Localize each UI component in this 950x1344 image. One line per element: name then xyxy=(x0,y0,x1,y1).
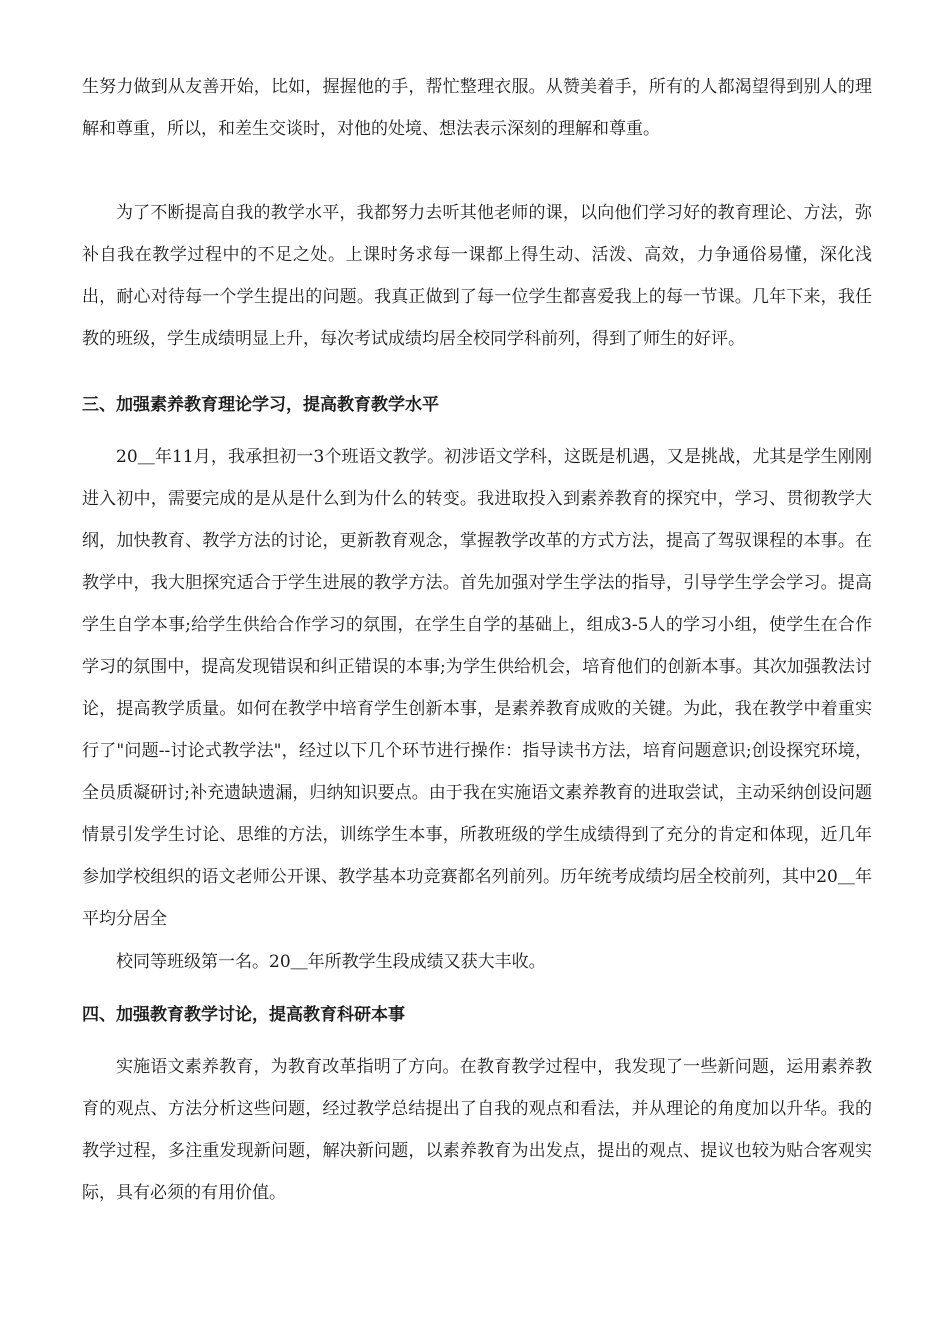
paragraph-results: 校同等班级第一名。20＿年所教学生段成绩又获大丰收。 xyxy=(116,952,546,972)
section-heading-4: 四、加强教育教学讨论，提高教育科研本事 xyxy=(82,1005,405,1025)
paragraph-teaching-level: 为了不断提高自我的教学水平，我都努力去听其他老师的课，以向他们学习好的教育理论、方法，弥补自我在教学过程中的不足之处。上课时务求每一课都上得生动、活泼、高效，力争通俗易懂，深化浅出，耐心对待每一个学生提出的问题。我真正做到了每一位学生都喜爱我上的每一节课。几年下来，我任教的班级，学生成绩明显上升，每次考试成绩均居全校同学科前列，得到了师生的好评。 xyxy=(82,203,872,349)
section-heading-3: 三、加强素养教育理论学习，提高教育教学水平 xyxy=(82,395,439,415)
paragraph-research: 实施语文素养教育，为教育改革指明了方向。在教育教学过程中，我发现了一些新问题，运用素养教育的观点、方法分析这些问题，经过教学总结提出了自我的观点和看法，并从理论的角度加以升华。我的教学过程，多注重发现新问题，解决新问题，以素养教育为出发点，提出的观点、提议也较为贴合客观实际，具有必须的有用价值。 xyxy=(82,1057,872,1203)
paragraph-continuation: 生努力做到从友善开始，比如，握握他的手，帮忙整理衣服。从赞美着手，所有的人都渴望得到别人的理解和尊重，所以，和差生交谈时，对他的处境、想法表示深刻的理解和尊重。 xyxy=(82,77,872,139)
paragraph-quality-education: 20＿年11月，我承担初一3个班语文教学。初涉语文学科，这既是机遇，又是挑战，尤其是学生刚刚进入初中，需要完成的是从是什么到为什么的转变。我进取投入到素养教育的探究中，学习、贯彻教学大纲，加快教育、教学方法的讨论，更新教育观念，掌握教学改革的方式方法，提高了驾驭课程的本事。在教学中，我大胆探究适合于学生进展的教学方法。首先加强对学生学法的指导，引导学生学会学习。提高学生自学本事;给学生供给合作学习的氛围，在学生自学的基础上，组成3-5人的学习小组，使学生在合作学习的氛围中，提高发现错误和纠正错误的本事;为学生供给机会，培育他们的创新本事。其次加强教法讨论，提高教学质量。如何在教学中培育学生创新本事，是素养教育成败的关键。为此，我在教学中着重实行了"问题--讨论式教学法"，经过以下几个环节进行操作：指导读书方法，培育问题意识;创设探究环境，全员质凝研讨;补充遗缺遗漏，归纳知识要点。由于我在实施语文素养教育的进取尝试，主动采纳创设问题情景引发学生讨论、思维的方法，训练学生本事，所教班级的学生成绩得到了充分的肯定和体现，近几年参加学校组织的语文老师公开课、教学基本功竞赛都名列前列。历年统考成绩均居全校前列，其中20＿年平均分居全 xyxy=(82,447,872,929)
